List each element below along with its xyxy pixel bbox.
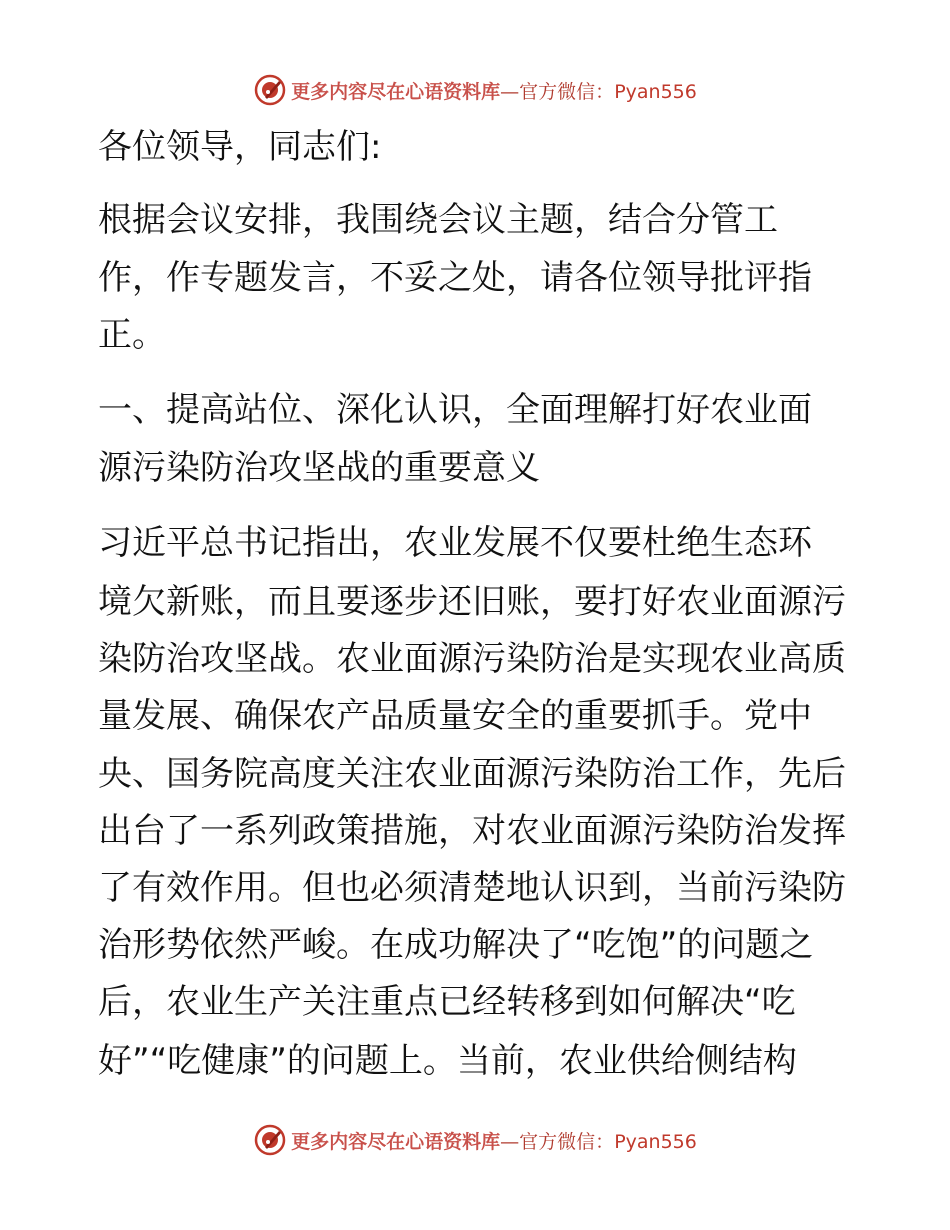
text-line: 各位领导，同志们: [98,127,382,167]
text-line: 好”“吃健康”的问题上。当前，农业供给侧结构 [98,1041,797,1081]
watermark-text [291,77,697,104]
text-line: 境欠新账，而且要逐步还旧账，要打好农业面源污 [98,582,846,622]
watermark-part3: Pyan556 [614,80,697,103]
text-line: 根据会议安排，我围绕会议主题，结合分管工 [98,200,778,240]
text-line: 央、国务院高度关注农业面源污染防治工作，先后 [98,754,846,794]
text-line: 习近平总书记指出，农业发展不仅要杜绝生态环 [98,523,812,563]
pen-nib-logo-icon [253,73,287,107]
text-line: 作，作专题发言，不妥之处，请各位领导批评指 [98,258,812,298]
watermark-part3: Pyan556 [614,1130,697,1153]
watermark-part1: 更多内容尽在心语资料库 [291,80,501,103]
watermark-part2: —官方微信： [500,80,615,103]
watermark-part1: 更多内容尽在心语资料库 [291,1130,501,1153]
text-line: 染防治攻坚战。农业面源污染防治是实现农业高质 [98,639,846,679]
text-line: 量发展、确保农产品质量安全的重要抓手。党中 [98,696,812,736]
watermark-banner-bottom [0,1120,950,1160]
pen-nib-logo-icon [253,1123,287,1157]
watermark-banner-top [0,70,950,110]
watermark-text [291,1127,697,1154]
watermark-part2: —官方微信： [500,1130,615,1153]
text-line: 治形势依然严峻。在成功解决了“吃饱”的问题之 [98,925,814,965]
text-line: 正。 [98,315,166,355]
text-line: 一、提高站位、深化认识，全面理解打好农业面 [98,390,812,430]
text-line: 源污染防治攻坚战的重要意义 [98,448,540,488]
text-line: 了有效作用。但也必须清楚地认识到，当前污染防 [98,868,846,908]
text-line: 出台了一系列政策措施，对农业面源污染防治发挥 [98,811,846,851]
text-line: 后，农业生产关注重点已经转移到如何解决“吃 [98,982,796,1022]
